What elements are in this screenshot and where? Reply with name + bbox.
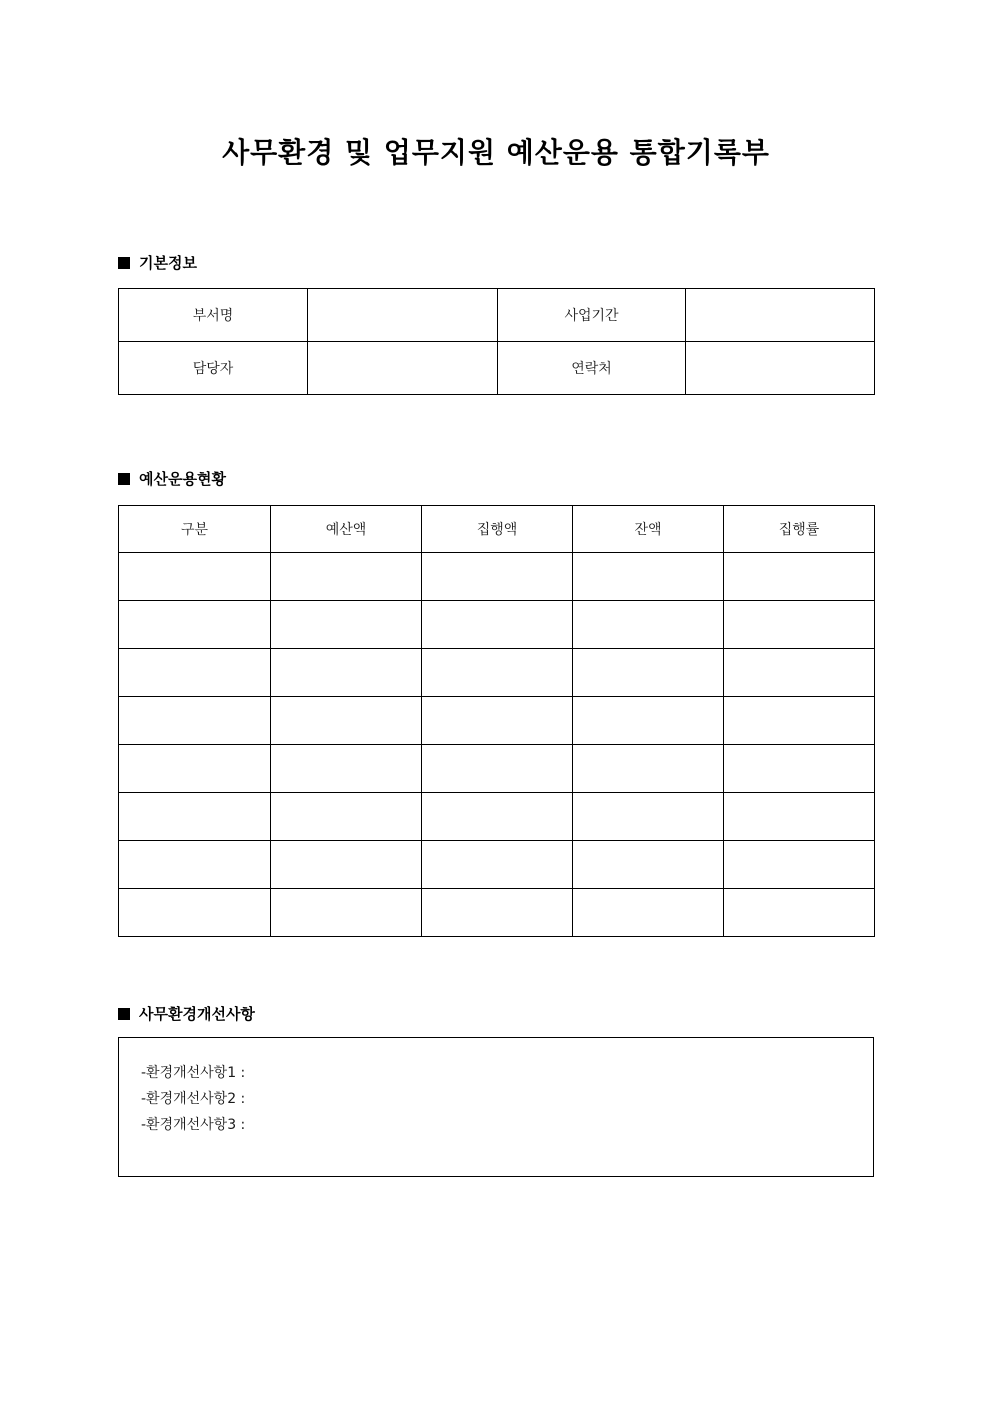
budget-cell[interactable] bbox=[573, 745, 724, 793]
value-project-period[interactable] bbox=[686, 289, 875, 342]
column-header-budget-amount: 예산액 bbox=[271, 506, 422, 553]
budget-cell[interactable] bbox=[724, 745, 875, 793]
column-header-balance: 잔액 bbox=[573, 506, 724, 553]
budget-cell[interactable] bbox=[724, 697, 875, 745]
table-row bbox=[119, 553, 875, 601]
budget-cell[interactable] bbox=[573, 601, 724, 649]
budget-cell[interactable] bbox=[422, 745, 573, 793]
table-row bbox=[119, 697, 875, 745]
budget-cell[interactable] bbox=[573, 889, 724, 937]
value-department[interactable] bbox=[308, 289, 498, 342]
budget-cell[interactable] bbox=[271, 601, 422, 649]
table-row bbox=[119, 601, 875, 649]
budget-cell[interactable] bbox=[119, 553, 271, 601]
label-department: 부서명 bbox=[119, 289, 308, 342]
table-row bbox=[119, 841, 875, 889]
budget-cell[interactable] bbox=[271, 793, 422, 841]
budget-cell[interactable] bbox=[422, 553, 573, 601]
budget-cell[interactable] bbox=[422, 793, 573, 841]
section-heading-basic-info bbox=[118, 252, 197, 273]
budget-cell[interactable] bbox=[119, 841, 271, 889]
column-header-execution-rate: 집행률 bbox=[724, 506, 875, 553]
budget-cell[interactable] bbox=[271, 841, 422, 889]
budget-cell[interactable] bbox=[724, 649, 875, 697]
square-bullet-icon bbox=[118, 1008, 130, 1020]
section-heading-budget-status bbox=[118, 468, 226, 489]
improvements-textbox[interactable] bbox=[118, 1037, 874, 1177]
table-row bbox=[119, 745, 875, 793]
budget-cell[interactable] bbox=[422, 697, 573, 745]
budget-cell[interactable] bbox=[271, 553, 422, 601]
budget-cell[interactable] bbox=[119, 889, 271, 937]
budget-cell[interactable] bbox=[119, 745, 271, 793]
budget-cell[interactable] bbox=[724, 601, 875, 649]
improvement-line[interactable]: -환경개선사항1 : bbox=[141, 1065, 246, 1081]
budget-cell[interactable] bbox=[724, 841, 875, 889]
column-header-executed-amount: 집행액 bbox=[422, 506, 573, 553]
budget-cell[interactable] bbox=[573, 649, 724, 697]
budget-cell[interactable] bbox=[119, 793, 271, 841]
label-project-period: 사업기간 bbox=[498, 289, 686, 342]
budget-status-table bbox=[118, 505, 875, 937]
square-bullet-icon bbox=[118, 473, 130, 485]
value-manager[interactable] bbox=[308, 342, 498, 395]
budget-cell[interactable] bbox=[724, 889, 875, 937]
budget-cell[interactable] bbox=[119, 601, 271, 649]
page-title: 사무환경 및 업무지원 예산운용 통합기록부 bbox=[222, 136, 770, 169]
budget-cell[interactable] bbox=[724, 553, 875, 601]
table-row bbox=[119, 793, 875, 841]
improvement-line[interactable]: -환경개선사항3 : bbox=[141, 1117, 246, 1133]
basic-info-table bbox=[118, 288, 875, 395]
budget-cell[interactable] bbox=[422, 841, 573, 889]
column-header-category: 구분 bbox=[119, 506, 271, 553]
budget-cell[interactable] bbox=[573, 841, 724, 889]
label-contact: 연락처 bbox=[498, 342, 686, 395]
budget-cell[interactable] bbox=[573, 697, 724, 745]
label-manager: 담당자 bbox=[119, 342, 308, 395]
budget-cell[interactable] bbox=[271, 649, 422, 697]
budget-cell[interactable] bbox=[422, 889, 573, 937]
budget-cell[interactable] bbox=[573, 793, 724, 841]
value-contact[interactable] bbox=[686, 342, 875, 395]
square-bullet-icon bbox=[118, 257, 130, 269]
section-heading-label: 사무환경개선사항 bbox=[139, 1005, 255, 1023]
section-heading-label: 기본정보 bbox=[139, 254, 197, 272]
improvement-line[interactable]: -환경개선사항2 : bbox=[141, 1091, 246, 1107]
table-row bbox=[119, 342, 875, 395]
table-header-row bbox=[119, 506, 875, 553]
table-row bbox=[119, 649, 875, 697]
budget-cell[interactable] bbox=[422, 601, 573, 649]
budget-cell[interactable] bbox=[271, 889, 422, 937]
budget-cell[interactable] bbox=[573, 553, 724, 601]
budget-cell[interactable] bbox=[119, 697, 271, 745]
budget-cell[interactable] bbox=[724, 793, 875, 841]
budget-cell[interactable] bbox=[271, 745, 422, 793]
budget-cell[interactable] bbox=[271, 697, 422, 745]
section-heading-label: 예산운용현황 bbox=[139, 470, 226, 488]
section-heading-improvements bbox=[118, 1003, 255, 1024]
table-row bbox=[119, 889, 875, 937]
budget-cell[interactable] bbox=[119, 649, 271, 697]
table-row bbox=[119, 289, 875, 342]
budget-cell[interactable] bbox=[422, 649, 573, 697]
